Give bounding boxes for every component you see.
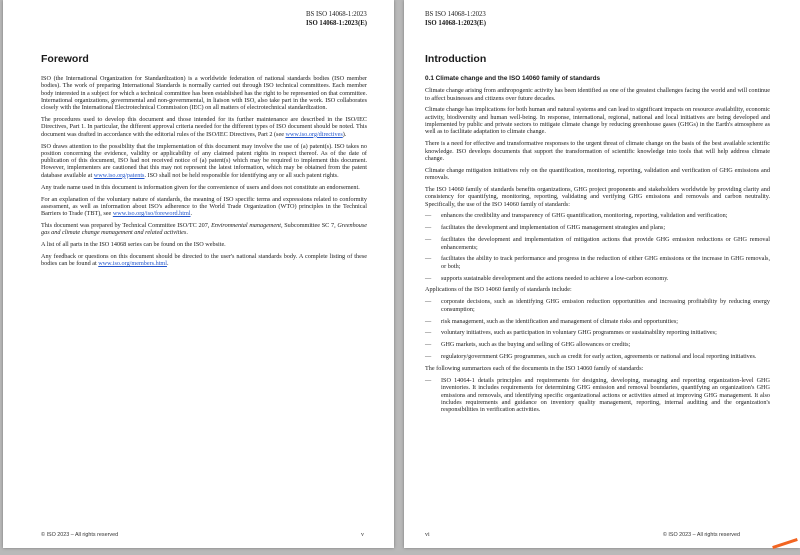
list-item: — enhances the credibility and transparency of GHG quantification, monitoring, reporting, validation and verification; bbox=[425, 212, 770, 219]
intro-paragraph-5: The ISO 14060 family of standards benefits organizations, GHG project proponents and stakeholders worldwide by providing clarity and consistency for quantifying, monitoring, reporting, validating and verifying GHG emissions and removals and carbon neutrality. Specifically, the use of the ISO 14060 family of standards: bbox=[425, 185, 770, 208]
foreword-paragraph-7: A list of all parts in the ISO 14068 series can be found on the ISO website. bbox=[41, 241, 226, 249]
documents-list bbox=[425, 377, 770, 413]
committee-name: Environmental management bbox=[211, 222, 281, 230]
right-footer-page-number: vi bbox=[425, 532, 430, 538]
benefits-list bbox=[425, 212, 770, 281]
left-header-iso: ISO 14068-1:2023(E) bbox=[306, 20, 367, 27]
list-item: — facilitates the development and implementation of GHG management strategies and plans; bbox=[425, 224, 770, 231]
corner-accent-mark bbox=[772, 538, 798, 549]
introduction-title: Introduction bbox=[425, 53, 487, 65]
subcommittee-name: Greenhouse gas and climate change management and related activities bbox=[41, 222, 368, 237]
list-item: — voluntary initiatives, such as participation in voluntary GHG programmes or sustainability reporting initiatives; bbox=[425, 329, 770, 336]
intro-paragraph-2: Climate change has implications for both human and natural systems and can lead to significant impacts on resource availability, economic activity, biodiversity and human well-being. In response, international, regional, national and local initiatives are being developed and implemented by public and private sectors to mitigate climate change by reducing greenhouse gases (GHGs) in the Earth's atmosphere as well as to facilitate adaptation to climate change. bbox=[425, 106, 770, 136]
foreword-paragraph-2 bbox=[41, 116, 367, 138]
left-footer-page-number: v bbox=[361, 532, 364, 538]
foreword-info-link[interactable]: www.iso.org/iso/foreword.html bbox=[112, 210, 191, 218]
left-page bbox=[3, 0, 394, 548]
foreword-title: Foreword bbox=[41, 53, 89, 65]
intro-paragraph-6: Applications of the ISO 14060 family of standards include: bbox=[425, 286, 572, 294]
left-footer-copyright: © ISO 2023 – All rights reserved bbox=[41, 532, 119, 538]
right-footer-copyright: © ISO 2023 – All rights reserved bbox=[662, 532, 740, 538]
foreword-paragraph-6 bbox=[41, 222, 367, 237]
intro-paragraph-7: The following summarizes each of the documents in the ISO 14060 family of standards: bbox=[425, 365, 644, 373]
list-item: — supports sustainable development and the actions needed to achieve a low-carbon economy. bbox=[425, 275, 770, 282]
foreword-paragraph-1: ISO (the International Organization for Standardization) is a worldwide federation of national standards bodies (ISO member bodies). The work of preparing International Standards is normally carried out through ISO technical committees. Each member body interested in a subject for which a technical committee has been established has the right to be represented on that committee. International organizations, governmental and non-governmental, in liaison with ISO, also take part in the work. ISO collaborates closely with the International Electrotechnical Commission (IEC) on all matters of electrotechnical standardization. bbox=[41, 75, 367, 112]
intro-paragraph-3: There is a need for effective and transformative responses to the urgent threat of climate change on the basis of the best available scientific knowledge. ISO develops documents that support the transformation of scientific knowledge into tools that will help address climate change. bbox=[425, 140, 770, 162]
foreword-paragraph-4: Any trade name used in this document is information given for the convenience of users and does not constitute an endorsement. bbox=[41, 183, 360, 191]
directives-link[interactable]: www.iso.org/directives bbox=[285, 130, 343, 138]
text-span: ). bbox=[342, 130, 347, 138]
text-span: For an explanation of the voluntary nature of standards, the meaning of ISO specific terms and expressions related to conformity assessment, as well as information about ISO's adherence to the World Trade Organization (WTO) principles in the Technical Barriers to Trade (TBT), see bbox=[41, 195, 367, 218]
foreword-paragraph-5 bbox=[41, 196, 367, 218]
introduction-body bbox=[425, 75, 770, 418]
list-item: — corporate decisions, such as identifying GHG emission reduction opportunities and increasing profitability by reducing energy consumption; bbox=[425, 298, 770, 313]
list-item: — facilitates the ability to track performance and progress in the reduction of either GHG emissions or the increase in GHG removals, or both; bbox=[425, 255, 770, 270]
foreword-body bbox=[41, 75, 367, 272]
left-page-header bbox=[306, 10, 367, 28]
list-item: — facilitates the development and implementation of mitigation actions that provide GHG emission reductions or GHG removal enhancements; bbox=[425, 236, 770, 251]
text-span: This document was prepared by Technical Committee ISO/TC 207, bbox=[41, 222, 212, 230]
text-span: . bbox=[190, 210, 193, 218]
intro-paragraph-4: Climate change mitigation initiatives rely on the quantification, monitoring, reporting, validation and verification of GHG emissions and removals. bbox=[425, 166, 770, 182]
text-span: . ISO shall not be held responsible for identifying any or all such patent rights. bbox=[144, 171, 339, 179]
text-span: . bbox=[186, 229, 188, 237]
members-link[interactable]: www.iso.org/members.html bbox=[98, 260, 167, 268]
applications-list bbox=[425, 298, 770, 360]
list-item: — ISO 14064-1 details principles and requirements for designing, developing, managing and reporting organization-level GHG inventories. It includes requirements for determining GHG emission and removal boundaries, quantifying an organization's GHG emissions and removals, and identifying specific organizational actions or activities aimed at improving GHG management. It also includes requirements and guidance on inventory quality management, reporting, internal auditing and the organization's responsibilities in verification activities. bbox=[425, 377, 770, 413]
text-span: . bbox=[166, 260, 169, 268]
list-item: — regulatory/government GHG programmes, such as credit for early action, agreements or national and local reporting initiatives. bbox=[425, 353, 770, 360]
list-item: — GHG markets, such as the buying and selling of GHG allowances or credits; bbox=[425, 341, 770, 348]
text-span: The procedures used to develop this document and those intended for its further maintenance are described in the ISO/IEC Directives, Part 1. In particular, the different approval criteria needed for the different types of ISO document should be noted. This document was drafted in accordance with the editorial rules of the ISO/IEC Directives, Part 2 (see bbox=[41, 116, 367, 138]
text-span: Any feedback or questions on this document should be directed to the user's national standards body. A complete listing of these bodies can be found at bbox=[41, 253, 367, 268]
right-page bbox=[404, 0, 800, 548]
right-page-header bbox=[425, 10, 486, 28]
patents-link[interactable]: www.iso.org/patents bbox=[93, 171, 145, 179]
foreword-paragraph-3 bbox=[41, 143, 367, 179]
section-0-1-heading: 0.1 Climate change and the ISO 14060 family of standards bbox=[425, 75, 601, 82]
right-header-std: BS ISO 14068-1:2023 bbox=[425, 11, 486, 18]
intro-paragraph-1: Climate change arising from anthropogenic activity has been identified as one of the greatest challenges facing the world and will continue to affect businesses and citizens over future decades. bbox=[425, 87, 770, 102]
left-header-std: BS ISO 14068-1:2023 bbox=[306, 11, 367, 18]
foreword-paragraph-8 bbox=[41, 253, 367, 268]
right-header-iso: ISO 14068-1:2023(E) bbox=[425, 20, 486, 27]
text-span: , Subcommittee SC 7, bbox=[280, 222, 338, 230]
text-span: ISO draws attention to the possibility that the implementation of this document may involve the use of (a) patent(s). ISO takes no position concerning the evidence, validity or applicability of any claimed patent rights in respect thereof. As of the date of publication of this document, ISO had not received notice of (a) patent(s) which may be required to implement this document. However, implementers are cautioned that this may not represent the latest information, which may be obtained from the patent database available at bbox=[41, 142, 367, 179]
list-item: — risk management, such as the identification and management of climate risks and opportunities; bbox=[425, 318, 770, 325]
